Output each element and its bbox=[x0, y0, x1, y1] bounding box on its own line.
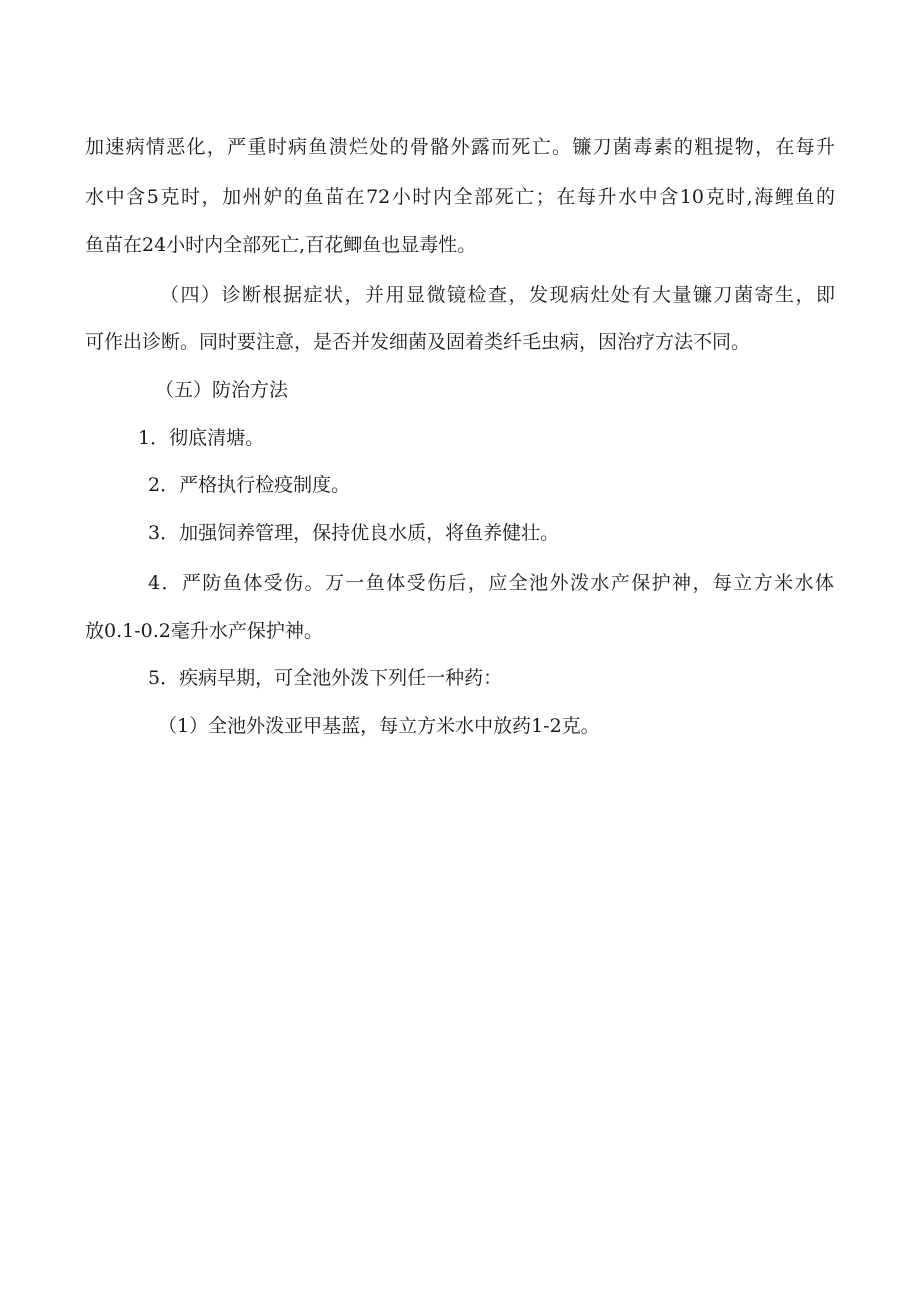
list-item-4-line-2: 放0.1-0.2毫升水产保护神。 bbox=[85, 620, 323, 642]
paragraph-1-line-3: 鱼苗在24小时内全部死亡,百花鲫鱼也显毒性。 bbox=[85, 234, 477, 256]
list-item-3: 3．加强饲养管理，保持优良水质，将鱼养健壮。 bbox=[148, 522, 560, 544]
list-item-1: 1．彻底清塘。 bbox=[138, 427, 265, 449]
section-heading: （五）防治方法 bbox=[155, 379, 289, 401]
list-item-2: 2．严格执行检疫制度。 bbox=[148, 474, 351, 496]
paragraph-2-line-1: （四）诊断根据症状，并用显微镜检查，发现病灶处有大量镰刀菌寄生，即 bbox=[160, 284, 835, 306]
paragraph-1-line-2: 水中含5克时，加州妒的鱼苗在72小时内全部死亡；在每升水中含10克时,海鲤鱼的 bbox=[85, 186, 835, 208]
list-item-5: 5．疾病早期，可全池外泼下列任一种药： bbox=[148, 667, 503, 689]
sub-item-1: （1）全池外泼亚甲基蓝，每立方米水中放药1-2克。 bbox=[158, 715, 600, 737]
paragraph-1-line-1: 加速病情恶化，严重时病鱼溃烂处的骨骼外露而死亡。镰刀菌毒素的粗提物，在每升 bbox=[85, 136, 835, 158]
paragraph-2-line-2: 可作出诊断。同时要注意，是否并发细菌及固着类纤毛虫病，因治疗方法不同。 bbox=[85, 331, 751, 353]
list-item-4-line-1: 4．严防鱼体受伤。万一鱼体受伤后，应全池外泼水产保护神，每立方米水体 bbox=[148, 572, 834, 594]
